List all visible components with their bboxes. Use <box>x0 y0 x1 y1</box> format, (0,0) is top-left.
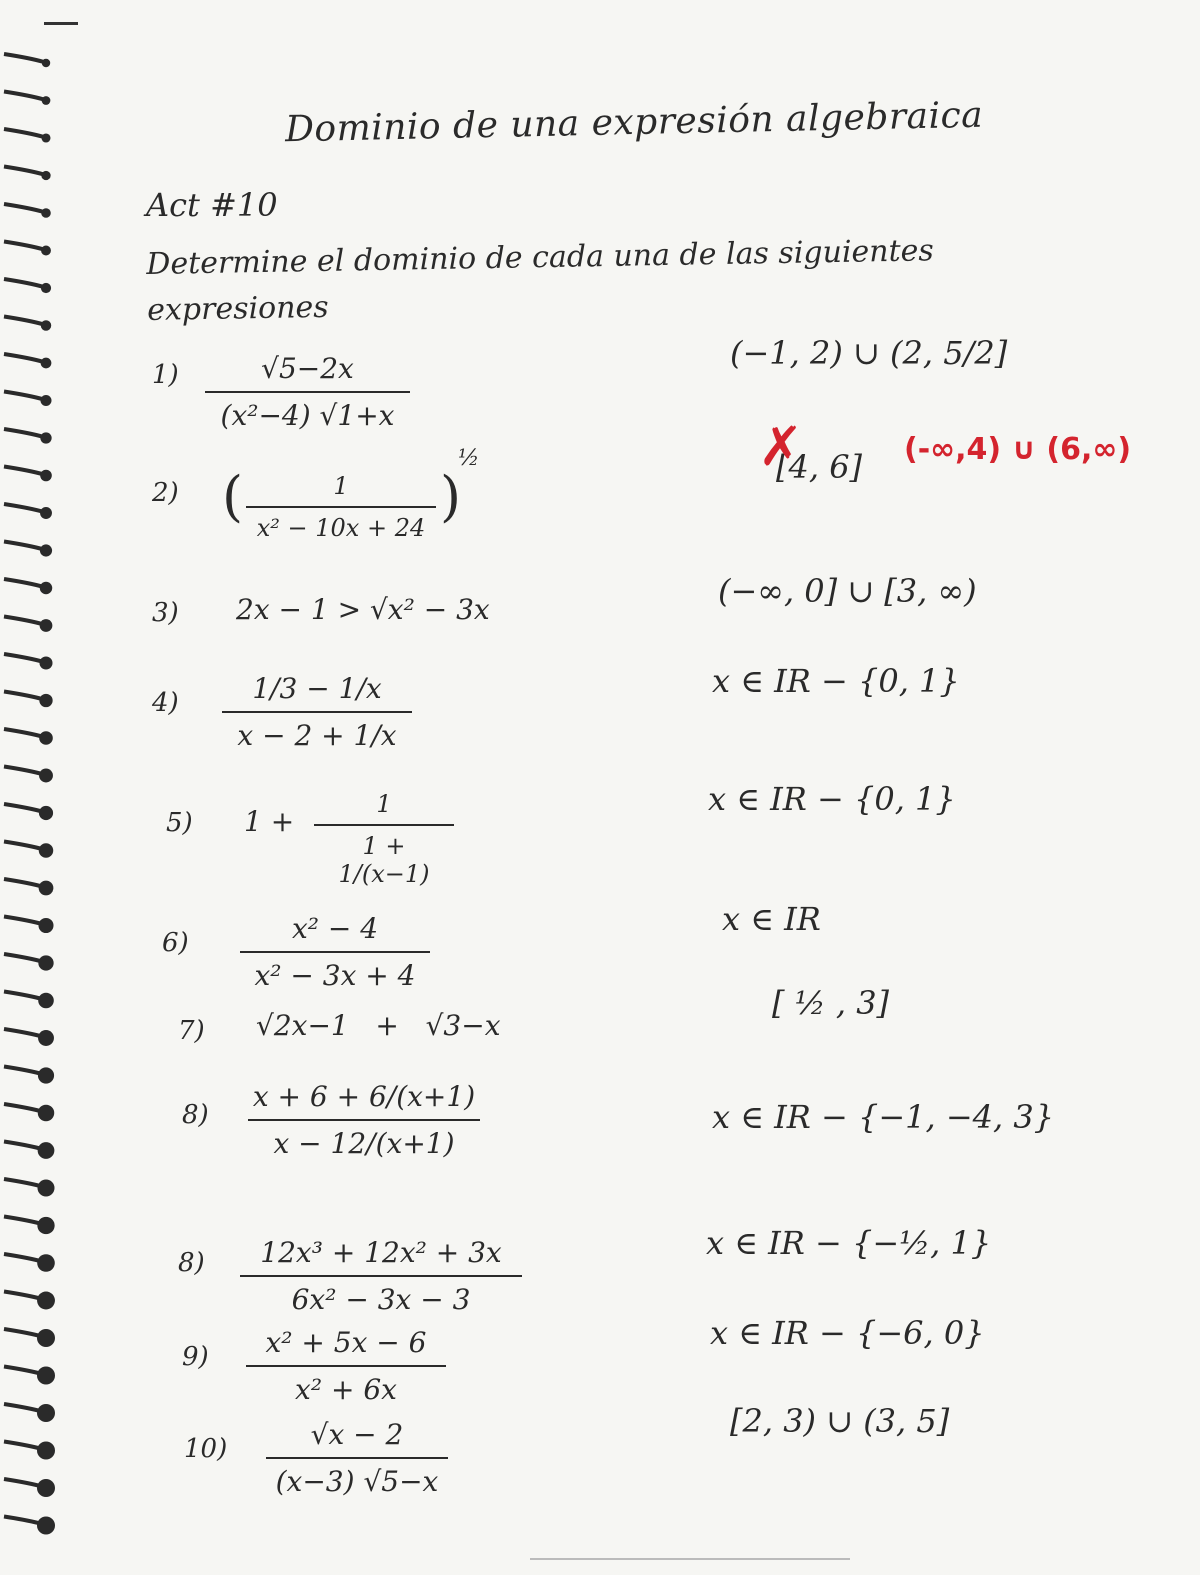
denominator: x² + 6x <box>246 1365 446 1406</box>
spiral-ring <box>4 1254 55 1272</box>
spiral-ring <box>4 1329 55 1347</box>
spiral-ring <box>4 879 53 895</box>
spiral-ring <box>4 767 53 783</box>
paren-left: ( <box>222 465 244 528</box>
spiral-ring <box>4 1404 55 1422</box>
spiral-ring <box>4 1029 54 1046</box>
spiral-ring <box>4 279 51 293</box>
spiral-ring <box>4 692 53 708</box>
problem-2-expression <box>246 472 436 542</box>
problem-5-expression <box>314 790 454 888</box>
problem-number: 9) <box>182 1342 209 1372</box>
wrong-mark-icon: ✗ <box>758 415 804 478</box>
problem-10-answer: [2, 3) ∪ (3, 5] <box>730 1402 950 1440</box>
denominator: x² − 3x + 4 <box>240 951 430 992</box>
problem-number: 6) <box>162 928 189 958</box>
spiral-ring <box>4 467 52 482</box>
spiral-ring <box>4 1479 55 1497</box>
problem-8a-expression <box>248 1080 480 1160</box>
problem-9-answer: x ∈ IR − {−6, 0} <box>710 1314 985 1352</box>
spiral-ring <box>4 804 53 820</box>
spiral-binding <box>0 0 80 1575</box>
problem-2-correction: (-∞,4) ∪ (6,∞) <box>904 432 1132 467</box>
problem-5-answer: x ∈ IR − {0, 1} <box>708 780 956 818</box>
problem-number: 8) <box>182 1100 209 1130</box>
denominator: (x−3) √5−x <box>266 1457 448 1498</box>
spiral-ring <box>4 1104 54 1121</box>
spiral-ring <box>4 167 51 181</box>
numerator: x² + 5x − 6 <box>265 1326 427 1359</box>
problem-8b-answer: x ∈ IR − {−½, 1} <box>706 1224 992 1262</box>
problem-3-expression: 2x − 1 > √x² − 3x <box>236 593 490 626</box>
scan-edge <box>530 1558 850 1560</box>
problem-2-answer: [4, 6] <box>776 448 863 486</box>
margin-mark <box>44 22 78 25</box>
spiral-ring <box>4 129 51 143</box>
numerator: √x − 2 <box>310 1418 404 1451</box>
problem-1-answer: (−1, 2) ∪ (2, 5/2] <box>730 334 1008 372</box>
numerator: 1/3 − 1/x <box>252 672 382 705</box>
spiral-ring <box>4 1292 55 1310</box>
numerator: √5−2x <box>261 352 354 385</box>
problem-4-expression <box>222 672 412 752</box>
numerator: 1 <box>333 472 349 500</box>
problem-number: 10) <box>184 1434 228 1464</box>
numerator: x + 6 + 6/(x+1) <box>252 1080 476 1113</box>
spiral-ring <box>4 504 52 519</box>
spiral-ring <box>4 429 52 444</box>
spiral-ring <box>4 317 51 331</box>
problem-number: 8) <box>178 1248 205 1278</box>
numerator: 1 <box>376 790 392 818</box>
spiral-ring <box>4 1517 55 1535</box>
problem-1-expression <box>205 352 410 432</box>
spiral-ring <box>4 617 52 632</box>
spiral-ring <box>4 1442 55 1460</box>
denominator: 1 + 1/(x−1) <box>314 824 454 888</box>
spiral-ring <box>4 842 53 858</box>
problem-number: 7) <box>178 1016 205 1046</box>
spiral-ring <box>4 204 51 218</box>
spiral-ring <box>4 392 52 407</box>
spiral-ring <box>4 1067 54 1084</box>
spiral-ring <box>4 954 54 971</box>
spiral-ring <box>4 54 50 67</box>
spiral-ring <box>4 654 53 670</box>
denominator: (x²−4) √1+x <box>205 391 410 432</box>
denominator: x − 12/(x+1) <box>248 1119 480 1160</box>
problem-9-expression <box>246 1326 446 1406</box>
spiral-ring <box>4 992 54 1009</box>
problem-7-expression: √2x−1 + √3−x <box>256 1009 501 1042</box>
denominator: x − 2 + 1/x <box>222 711 412 752</box>
problem-8a-answer: x ∈ IR − {−1, −4, 3} <box>712 1098 1055 1136</box>
problem-4-answer: x ∈ IR − {0, 1} <box>712 662 960 700</box>
spiral-ring <box>4 354 51 368</box>
denominator: 6x² − 3x − 3 <box>240 1275 522 1316</box>
problem-number: 4) <box>152 688 179 718</box>
spiral-ring <box>4 542 52 557</box>
spiral-ring <box>4 1367 55 1385</box>
page-title: Dominio de una expresión algebraica <box>284 94 984 151</box>
numerator: x² − 4 <box>291 912 379 945</box>
denominator: x² − 10x + 24 <box>246 506 436 542</box>
numerator: 12x³ + 12x² + 3x <box>260 1236 502 1269</box>
spiral-ring <box>4 1142 54 1159</box>
spiral-ring <box>4 917 54 934</box>
spiral-ring <box>4 1179 55 1197</box>
problem-6-expression <box>240 912 430 992</box>
problem-number: 5) <box>166 808 193 838</box>
problem-number: 1) <box>152 360 179 390</box>
spiral-ring <box>4 1217 55 1235</box>
spiral-ring <box>4 92 50 105</box>
problem-7-answer: [ ½ , 3] <box>772 984 890 1022</box>
problem-8b-expression <box>240 1236 522 1316</box>
activity-label: Act #10 <box>146 186 278 224</box>
exponent: ½ <box>458 446 480 471</box>
problem-5-prefix: 1 + <box>244 805 295 838</box>
spiral-ring <box>4 579 52 594</box>
problem-number: 2) <box>152 478 179 508</box>
instruction-text: Determine el dominio de cada una de las siguientes expresiones <box>146 233 935 328</box>
problem-10-expression <box>266 1418 448 1498</box>
spiral-ring <box>4 242 51 256</box>
paren-right: ) <box>440 465 462 528</box>
problem-3-answer: (−∞, 0] ∪ [3, ∞) <box>718 572 977 610</box>
problem-6-answer: x ∈ IR <box>722 900 821 938</box>
problem-number: 3) <box>152 598 179 628</box>
spiral-ring <box>4 729 53 745</box>
